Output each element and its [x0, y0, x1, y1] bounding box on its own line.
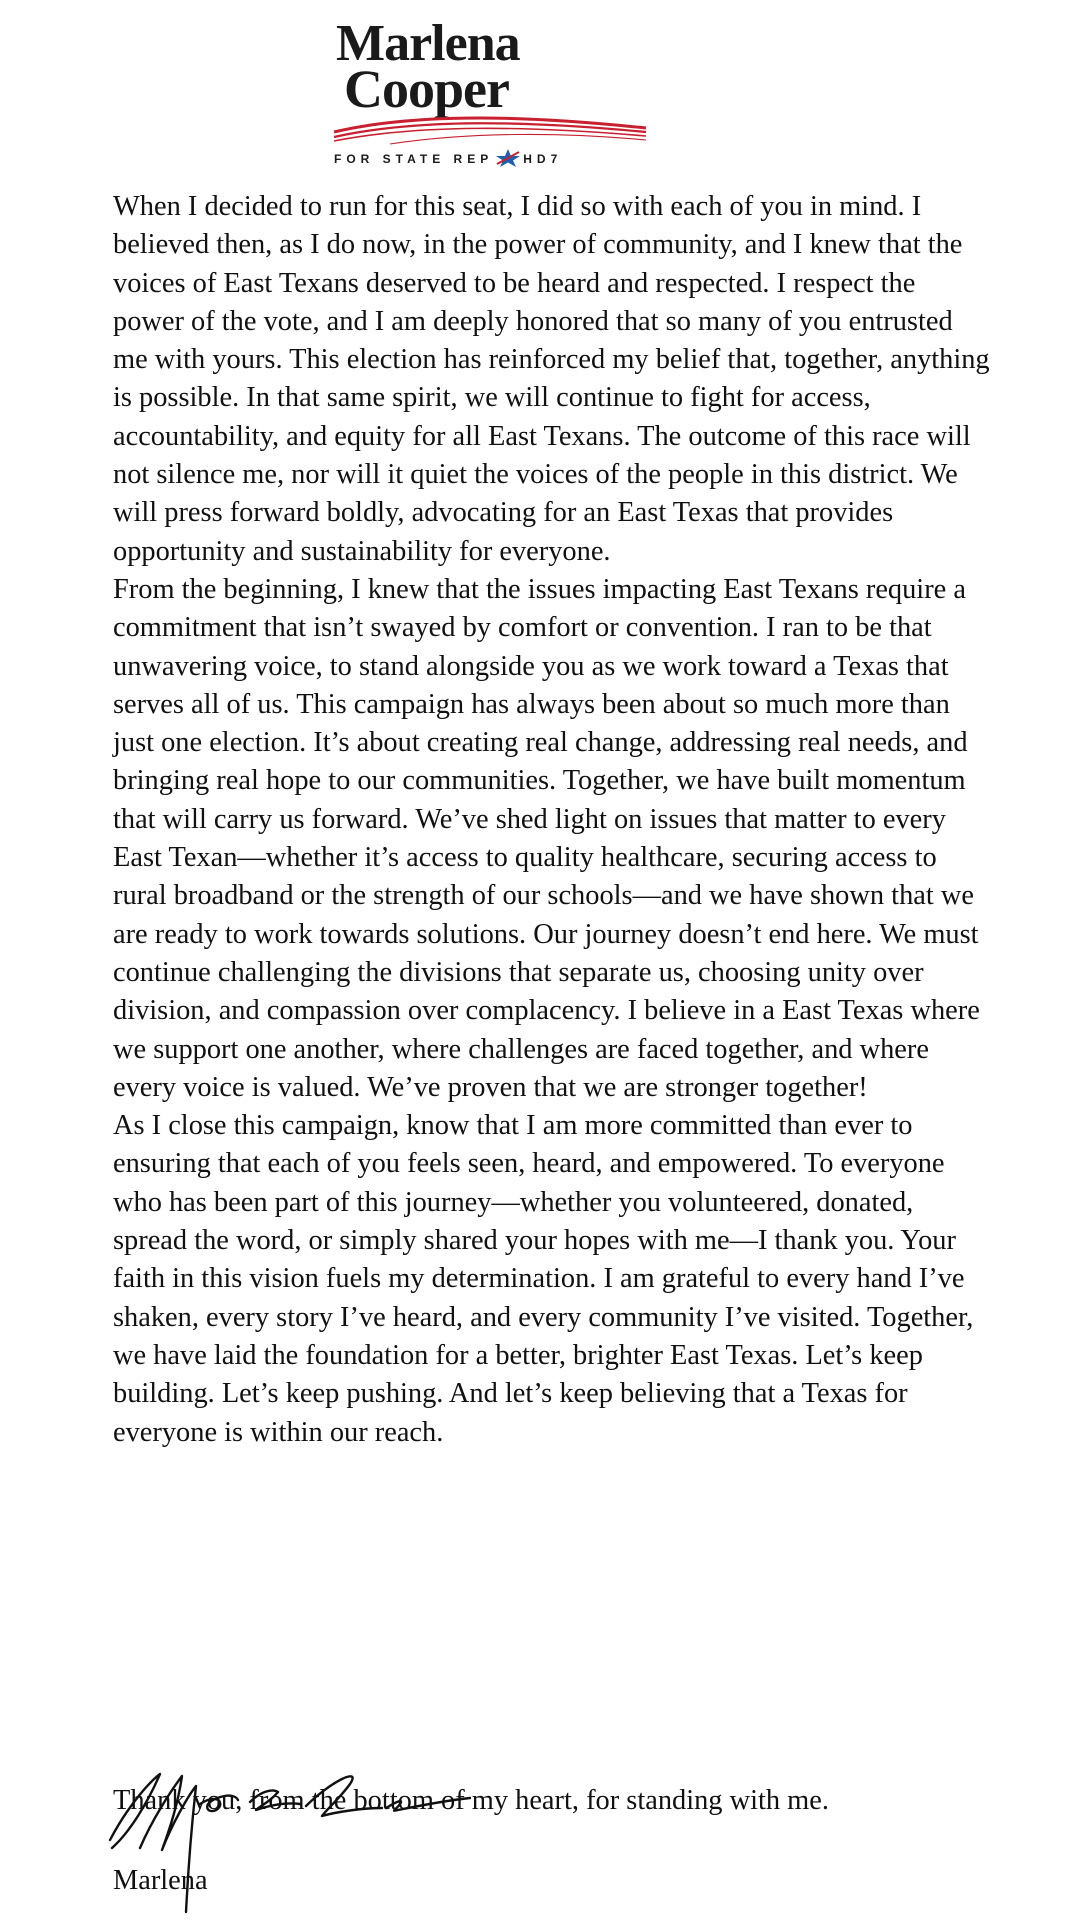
logo-last-name: Cooper: [344, 59, 509, 119]
logo-tagline-right: HD7: [523, 152, 563, 166]
paragraph-3: As I close this campaign, know that I am more committed than ever to ensuring that each of you feels seen, heard, and empowered. To everyone who has been part of this journey—whether you volunteered, donated, spread the word, or simply shared your hopes with me—I thank you. Your faith in this vision fuels my determination. I am grateful to every hand I’ve shaken, every story I’ve heard, and every community I’ve visited. Together, we have laid the foundation for a better, brighter East Texas. Let’s keep building. Let’s keep pushing. And let’s keep believing that a Texas for everyone is within our reach.: [113, 1110, 974, 1448]
star-icon: [495, 148, 521, 168]
closing-line: Thank you, from the bottom of my heart, for standing with me.: [113, 1785, 829, 1816]
logo-tagline: [334, 148, 650, 168]
paragraph-1: When I decided to run for this seat, I did so with each of you in mind. I believed then, as I do now, in the power of community, and I knew that the voices of East Texans deserved to be heard and respected. I respect the power of the vote, and I am deeply honored that so many of you entrusted me with yours. This election has reinforced my belief that, together, anything is possible. In that same spirit, we will continue to fight for access, accountability, and equity for all East Texans. The outcome of this race will not silence me, nor will it quiet the voices of the people in this district. We will press forward boldly, advocating for an East Texas that provides opportunity and sustainability for everyone.: [113, 191, 990, 567]
campaign-logo: [330, 14, 650, 164]
signer-name: Marlena: [113, 1865, 208, 1896]
paragraph-2: From the beginning, I knew that the issues impacting East Texans require a commitment that isn’t swayed by comfort or convention. I ran to be that unwavering voice, to stand alongside you as we work toward a Texas that serves all of us. This campaign has always been about so much more than just one election. It’s about creating real change, addressing real needs, and bringing real hope to our communities. Together, we have built momentum that will carry us forward. We’ve shed light on issues that matter to every East Texan—whether it’s access to quality healthcare, securing access to rural broadband or the strength of our schools—and we have shown that we are ready to work towards solutions. Our journey doesn’t end here. We must continue challenging the divisions that separate us, choosing unity over division, and compassion over complacency. I believe in a East Texas where we support one another, where challenges are faced together, and where every voice is valued. We’ve proven that we are stronger together!: [113, 573, 980, 1103]
logo-tagline-left: FOR STATE REP: [334, 152, 494, 166]
letter-body: [113, 188, 993, 1452]
flag-swoosh-icon: [330, 110, 650, 150]
logo-first-name: Marlena: [336, 15, 520, 72]
